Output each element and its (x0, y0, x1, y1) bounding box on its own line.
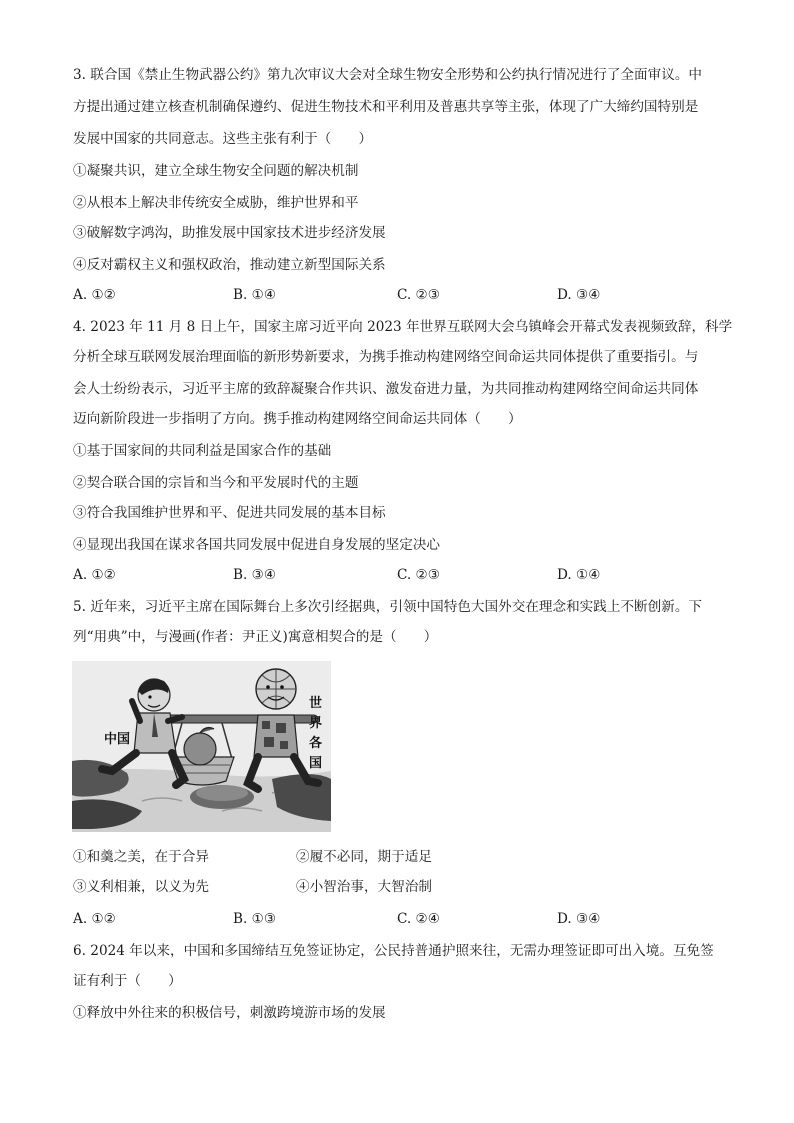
q3-stem-line: 发展中国家的共同意志。这些主张有利于（ ） (73, 131, 373, 147)
cartoon-label-world-char: 世 (309, 696, 323, 711)
q5-item: ②履不必同，期于适足 (296, 849, 432, 865)
q3-option-c: C. ②③ (397, 287, 440, 303)
cartoon-label-world-char: 国 (309, 756, 323, 771)
q4-option-a: A. ①② (73, 567, 116, 583)
q3-item: ①凝聚共识，建立全球生物安全问题的解决机制 (73, 163, 359, 179)
q6-item: ①释放中外往来的积极信号，刺激跨境游市场的发展 (73, 1005, 386, 1021)
q4-option-b: B. ③④ (233, 567, 277, 583)
q3-option-d: D. ③④ (557, 287, 601, 303)
q5-option-b: B. ①③ (233, 911, 277, 927)
q4-option-c: C. ②③ (397, 567, 440, 583)
q4-item: ③符合我国维护世界和平、促进共同发展的基本目标 (73, 505, 386, 521)
q6-stem-line: 6. 2024 年以来，中国和多国缔结互免签证协定，公民持普通护照来往，无需办理签证即可出入境。互免签 (73, 943, 714, 959)
q3-item: ④反对霸权主义和强权政治，推动建立新型国际关系 (73, 257, 386, 273)
q4-stem-line: 分析全球互联网发展治理面临的新形势新要求，为携手推动构建网络空间命运共同体提供了重要指引。与 (73, 349, 699, 365)
cartoon-label-china: 中国 (104, 732, 131, 747)
cartoon-label-world-char: 界 (309, 716, 323, 731)
q5-option-c: C. ②④ (397, 911, 440, 927)
q5-item: ③义利相兼，以义为先 (73, 879, 209, 895)
q4-item: ④显现出我国在谋求各国共同发展中促进自身发展的坚定决心 (73, 537, 441, 553)
q4-item: ②契合联合国的宗旨和当今和平发展时代的主题 (73, 475, 359, 491)
q5-stem-line: 列“用典”中，与漫画(作者：尹正义)寓意相契合的是（ ） (73, 629, 438, 645)
q4-stem-line: 迈向新阶段进一步指明了方向。携手推动构建网络空间命运共同体（ ） (73, 411, 522, 427)
q3-option-b: B. ①④ (233, 287, 277, 303)
q3-item: ③破解数字鸿沟，助推发展中国家技术进步经济发展 (73, 225, 386, 241)
q3-option-a: A. ①② (73, 287, 116, 303)
q4-option-d: D. ①④ (557, 567, 601, 583)
q3-stem-line: 3. 联合国《禁止生物武器公约》第九次审议大会对全球生物安全形势和公约执行情况进行了全面审议。中 (73, 67, 703, 83)
q4-stem-line: 4. 2023 年 11 月 8 日上午，国家主席习近平向 2023 年世界互联网大会乌镇峰会开幕式发表视频致辞，科学 (73, 319, 733, 335)
q6-stem-line: 证有利于（ ） (73, 973, 182, 989)
q5-item: ①和羹之美，在于合异 (73, 849, 209, 865)
cartoon-label-world-char: 各 (309, 736, 323, 751)
q3-stem-line: 方提出通过建立核查机制确保遵约、促进生物技术和平利用及普惠共享等主张，体现了广大缔约国特别是 (73, 99, 699, 115)
cartoon-drawing (72, 661, 331, 832)
q3-item: ②从根本上解决非传统安全威胁，维护世界和平 (73, 195, 359, 211)
q4-stem-line: 会人士纷纷表示，习近平主席的致辞凝聚合作共识、激发奋进力量，为共同推动构建网络空间命运共同体 (73, 381, 699, 397)
cartoon-illustration (72, 661, 331, 832)
q5-option-d: D. ③④ (557, 911, 601, 927)
q5-option-a: A. ①② (73, 911, 116, 927)
q4-item: ①基于国家间的共同利益是国家合作的基础 (73, 443, 332, 459)
q5-item: ④小智治事，大智治制 (296, 879, 432, 895)
q5-stem-line: 5. 近年来，习近平主席在国际舞台上多次引经据典，引领中国特色大国外交在理念和实践上不断创新。下 (73, 599, 703, 615)
